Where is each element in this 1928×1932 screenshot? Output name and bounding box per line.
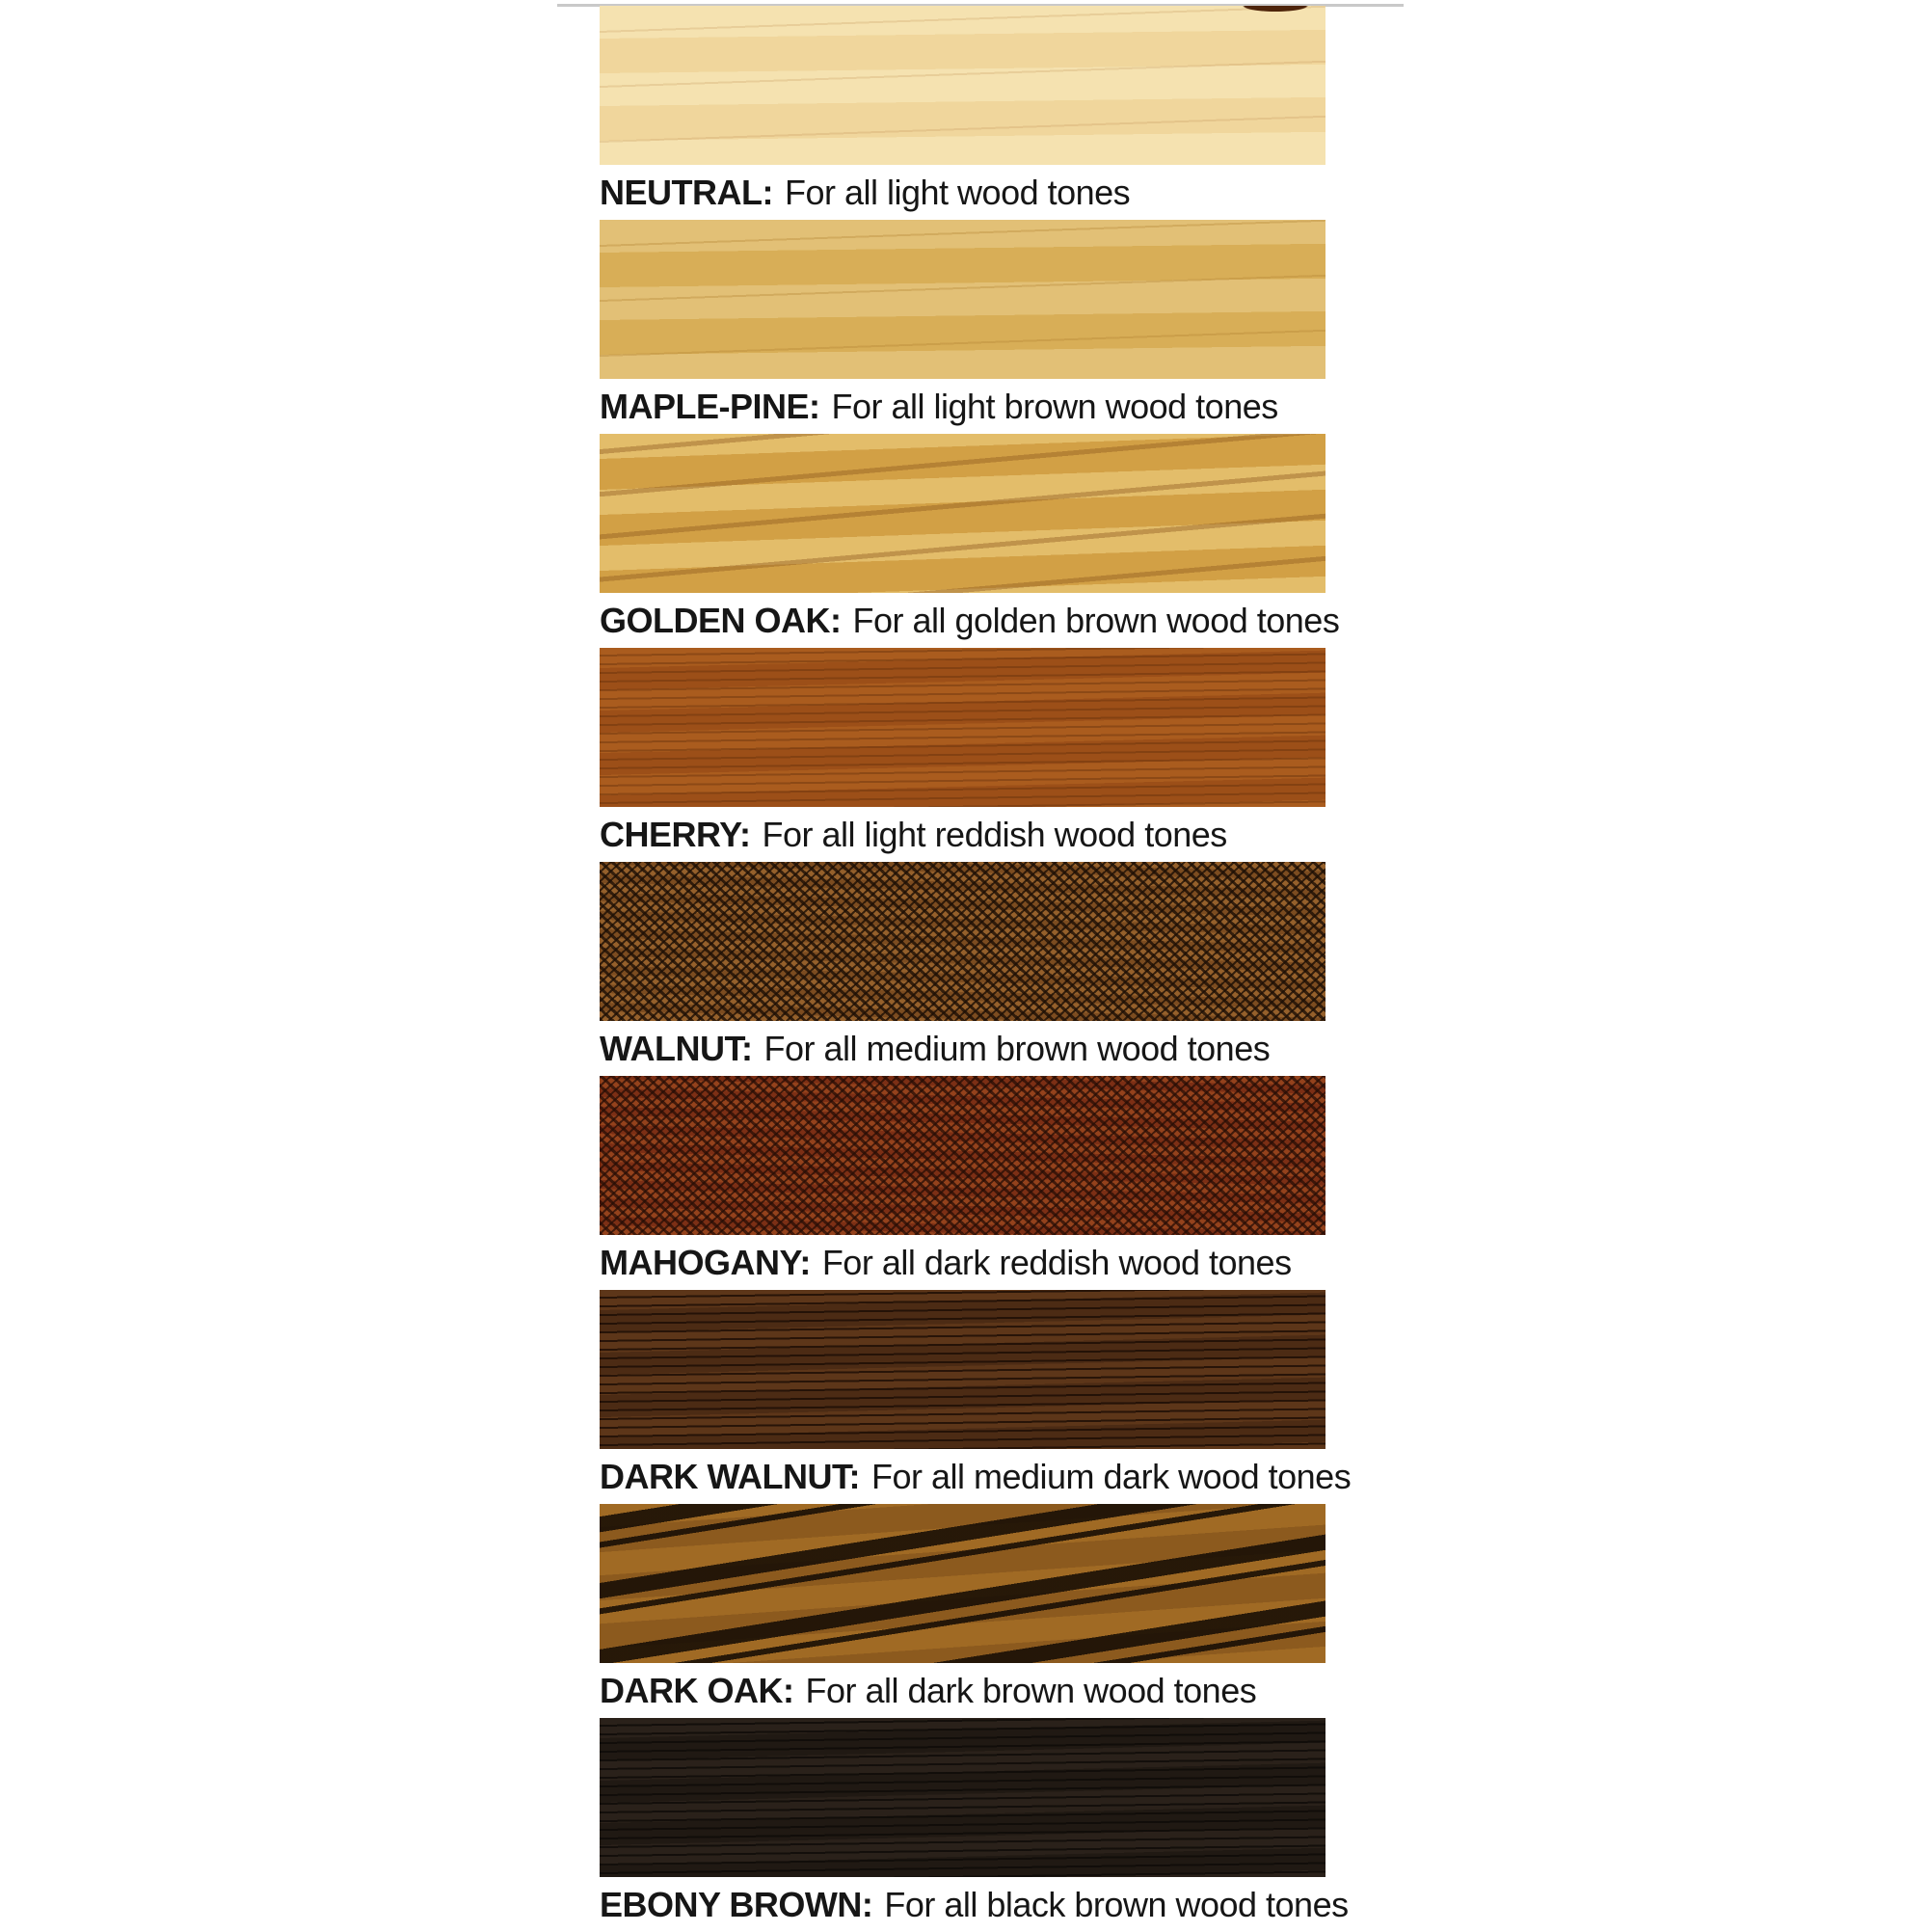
stain-name: MAPLE-PINE: [600, 386, 820, 426]
wood-swatch-dark-walnut [600, 1290, 1326, 1449]
wood-swatch-dark-oak [600, 1504, 1326, 1663]
stain-label [600, 593, 1340, 648]
stain-label [600, 807, 1326, 862]
stain-label [600, 1235, 1326, 1290]
stain-label [600, 379, 1326, 434]
stain-description: For all light reddish wood tones [762, 814, 1227, 854]
stain-name: DARK OAK: [600, 1670, 794, 1710]
stain-guide [600, 6, 1352, 1932]
stain-description: For all golden brown wood tones [852, 600, 1340, 640]
stain-label [600, 1877, 1349, 1932]
wood-swatch-golden-oak [600, 434, 1326, 593]
stain-row-mahogany [600, 1076, 1326, 1290]
stain-description: For all light wood tones [784, 172, 1131, 212]
wood-swatch-walnut [600, 862, 1326, 1021]
stain-label [600, 1663, 1326, 1718]
stain-name: WALNUT: [600, 1028, 753, 1068]
stain-name: DARK WALNUT: [600, 1456, 860, 1496]
stain-name: EBONY BROWN: [600, 1884, 873, 1924]
stain-row-neutral [600, 6, 1326, 220]
stain-name: NEUTRAL: [600, 172, 773, 212]
stain-row-walnut [600, 862, 1326, 1076]
stain-label [600, 1021, 1326, 1076]
stain-description: For all dark reddish wood tones [821, 1242, 1292, 1282]
stain-row-dark-walnut [600, 1290, 1352, 1504]
wood-swatch-maple-pine [600, 220, 1326, 379]
stain-row-dark-oak [600, 1504, 1326, 1718]
stain-description: For all black brown wood tones [884, 1884, 1349, 1924]
wood-swatch-cherry [600, 648, 1326, 807]
stain-name: CHERRY: [600, 814, 751, 854]
wood-swatch-neutral [600, 6, 1326, 165]
wood-swatch-ebony-brown [600, 1718, 1326, 1877]
stain-row-golden-oak [600, 434, 1340, 648]
stain-name: GOLDEN OAK: [600, 600, 842, 640]
stain-label [600, 165, 1326, 220]
stain-label [600, 1449, 1352, 1504]
stain-row-maple-pine [600, 220, 1326, 434]
stain-description: For all medium dark wood tones [870, 1456, 1352, 1496]
stain-description: For all medium brown wood tones [763, 1028, 1271, 1068]
wood-swatch-mahogany [600, 1076, 1326, 1235]
stain-row-cherry [600, 648, 1326, 862]
stain-description: For all dark brown wood tones [805, 1670, 1257, 1710]
stain-name: MAHOGANY: [600, 1242, 811, 1282]
stain-row-ebony-brown [600, 1718, 1349, 1932]
stain-description: For all light brown wood tones [831, 386, 1278, 426]
